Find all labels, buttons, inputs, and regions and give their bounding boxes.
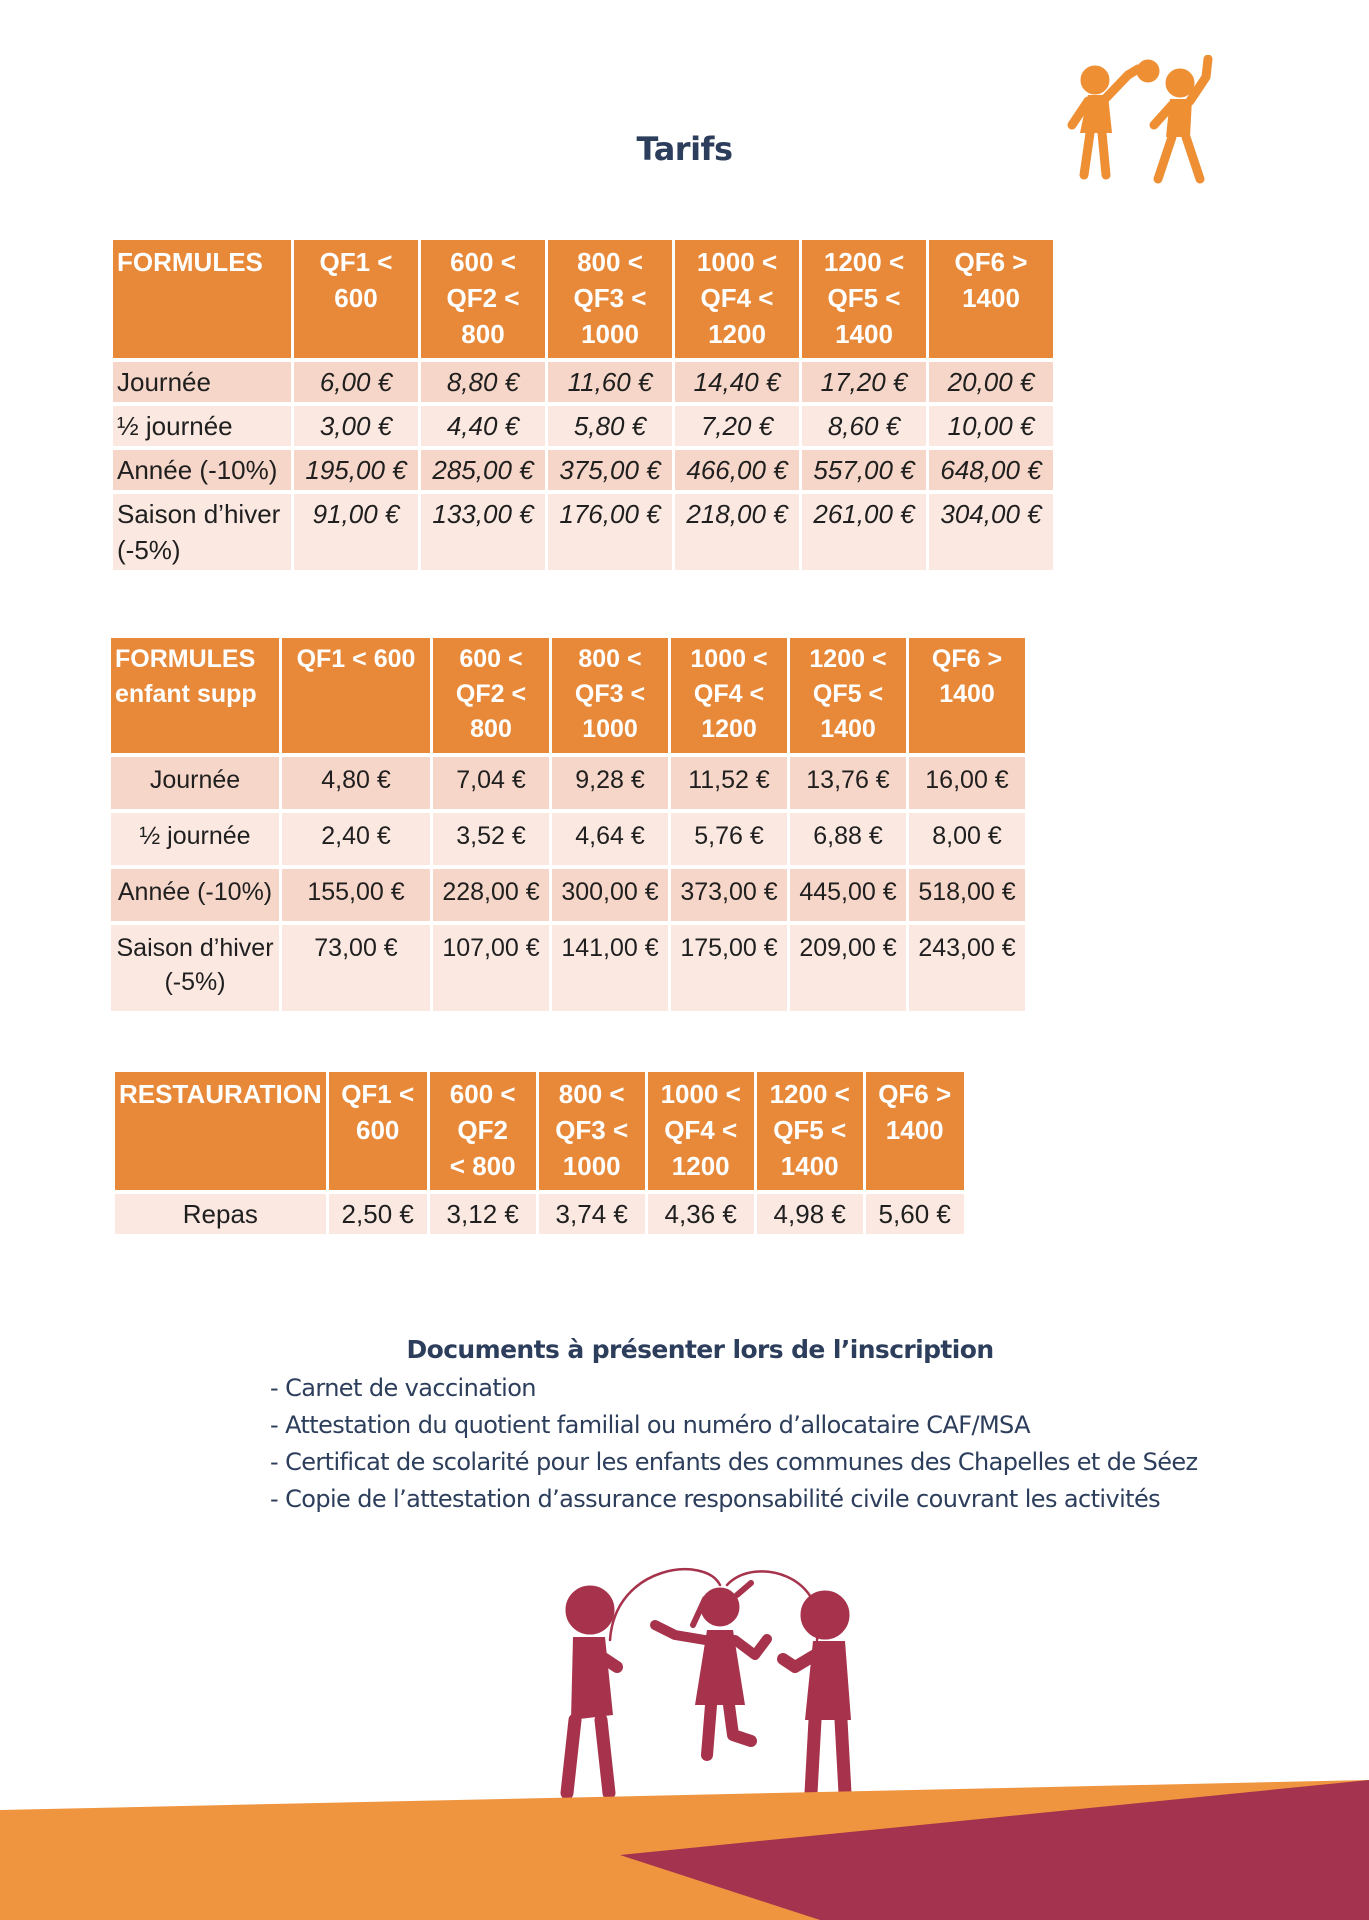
- price-cell: 2,40 €: [282, 813, 430, 865]
- price-cell: 17,20 €: [802, 362, 926, 402]
- price-cell: 5,80 €: [548, 406, 672, 446]
- row-label: Journée: [111, 757, 279, 809]
- tarifs-enfant-supp-table: [108, 634, 1028, 1015]
- price-cell: 5,76 €: [671, 813, 787, 865]
- row-label: Saison d’hiver (-5%): [111, 925, 279, 1011]
- price-cell: 261,00 €: [802, 494, 926, 570]
- page-title: Tarifs: [636, 130, 733, 168]
- price-cell: 3,74 €: [539, 1194, 645, 1234]
- header-qf6: QF6 > 1400: [909, 638, 1025, 753]
- price-cell: 7,04 €: [433, 757, 549, 809]
- price-cell: 4,64 €: [552, 813, 668, 865]
- header-qf2: 600 < QF2 < 800: [430, 1072, 536, 1190]
- documents-heading: Documents à présenter lors de l’inscription: [406, 1335, 994, 1364]
- price-cell: 155,00 €: [282, 869, 430, 921]
- table-header-row: [115, 1072, 964, 1190]
- table-header-row: [113, 240, 1053, 358]
- row-label: Année (-10%): [113, 450, 291, 490]
- tarifs-formules-table: [110, 236, 1056, 574]
- row-label: Année (-10%): [111, 869, 279, 921]
- table-row: [113, 494, 1053, 570]
- row-label: Saison d’hiver (-5%): [113, 494, 291, 570]
- table-row: [111, 925, 1025, 1011]
- price-cell: 6,88 €: [790, 813, 906, 865]
- document-item: - Carnet de vaccination: [270, 1374, 536, 1402]
- price-cell: 3,00 €: [294, 406, 418, 446]
- price-cell: 133,00 €: [421, 494, 545, 570]
- price-cell: 445,00 €: [790, 869, 906, 921]
- header-qf6: QF6 > 1400: [929, 240, 1053, 358]
- header-qf6: QF6 > 1400: [866, 1072, 964, 1190]
- price-cell: 11,52 €: [671, 757, 787, 809]
- price-cell: 91,00 €: [294, 494, 418, 570]
- price-cell: 300,00 €: [552, 869, 668, 921]
- document-item: - Attestation du quotient familial ou numéro d’allocataire CAF/MSA: [270, 1411, 1030, 1439]
- price-cell: 4,98 €: [757, 1194, 863, 1234]
- price-cell: 3,52 €: [433, 813, 549, 865]
- price-cell: 466,00 €: [675, 450, 799, 490]
- price-cell: 141,00 €: [552, 925, 668, 1011]
- table-row: [111, 869, 1025, 921]
- price-cell: 4,40 €: [421, 406, 545, 446]
- document-item: - Copie de l’attestation d’assurance responsabilité civile couvrant les activités: [270, 1485, 1161, 1513]
- price-cell: 557,00 €: [802, 450, 926, 490]
- price-cell: 7,20 €: [675, 406, 799, 446]
- row-label: ½ journée: [113, 406, 291, 446]
- price-cell: 6,00 €: [294, 362, 418, 402]
- header-formules: FORMULES: [113, 240, 291, 358]
- price-cell: 518,00 €: [909, 869, 1025, 921]
- price-cell: 648,00 €: [929, 450, 1053, 490]
- header-qf1: QF1 < 600: [294, 240, 418, 358]
- header-qf4: 1000 < QF4 < 1200: [671, 638, 787, 753]
- price-cell: 3,12 €: [430, 1194, 536, 1234]
- price-cell: 13,76 €: [790, 757, 906, 809]
- price-cell: 209,00 €: [790, 925, 906, 1011]
- row-label: ½ journée: [111, 813, 279, 865]
- table-row: [115, 1194, 964, 1234]
- tarifs-restauration-table: [112, 1068, 967, 1238]
- document-item: - Certificat de scolarité pour les enfants des communes des Chapelles et de Séez: [270, 1448, 1198, 1476]
- price-cell: 8,00 €: [909, 813, 1025, 865]
- children-jump-rope-icon: [555, 1555, 875, 1805]
- header-qf2: 600 < QF2 < 800: [421, 240, 545, 358]
- header-qf3: 800 < QF3 < 1000: [552, 638, 668, 753]
- header-qf5: 1200 < QF5 < 1400: [790, 638, 906, 753]
- table-row: [113, 362, 1053, 402]
- price-cell: 176,00 €: [548, 494, 672, 570]
- price-cell: 373,00 €: [671, 869, 787, 921]
- row-label: Journée: [113, 362, 291, 402]
- header-qf1: QF1 < 600: [282, 638, 430, 753]
- children-playing-ball-icon: [1050, 55, 1220, 190]
- price-cell: 228,00 €: [433, 869, 549, 921]
- header-qf5: 1200 < QF5 < 1400: [802, 240, 926, 358]
- price-cell: 16,00 €: [909, 757, 1025, 809]
- price-cell: 195,00 €: [294, 450, 418, 490]
- price-cell: 107,00 €: [433, 925, 549, 1011]
- price-cell: 8,60 €: [802, 406, 926, 446]
- header-qf4: 1000 < QF4 < 1200: [675, 240, 799, 358]
- table-row: [111, 813, 1025, 865]
- footer-decoration: [0, 1780, 1369, 1920]
- header-qf1: QF1 < 600: [329, 1072, 427, 1190]
- header-qf3: 800 < QF3 < 1000: [539, 1072, 645, 1190]
- price-cell: 285,00 €: [421, 450, 545, 490]
- price-cell: 11,60 €: [548, 362, 672, 402]
- price-cell: 20,00 €: [929, 362, 1053, 402]
- price-cell: 218,00 €: [675, 494, 799, 570]
- price-cell: 10,00 €: [929, 406, 1053, 446]
- table-row: [113, 450, 1053, 490]
- price-cell: 243,00 €: [909, 925, 1025, 1011]
- row-label: Repas: [115, 1194, 326, 1234]
- header-restauration: RESTAURATION: [115, 1072, 326, 1190]
- price-cell: 73,00 €: [282, 925, 430, 1011]
- price-cell: 375,00 €: [548, 450, 672, 490]
- table-row: [111, 757, 1025, 809]
- header-formules-enfant-supp: FORMULES enfant supp: [111, 638, 279, 753]
- header-qf2: 600 < QF2 < 800: [433, 638, 549, 753]
- price-cell: 5,60 €: [866, 1194, 964, 1234]
- price-cell: 9,28 €: [552, 757, 668, 809]
- price-cell: 2,50 €: [329, 1194, 427, 1234]
- price-cell: 14,40 €: [675, 362, 799, 402]
- documents-section: [270, 1335, 1198, 1518]
- table-row: [113, 406, 1053, 446]
- price-cell: 4,80 €: [282, 757, 430, 809]
- header-qf5: 1200 < QF5 < 1400: [757, 1072, 863, 1190]
- table-header-row: [111, 638, 1025, 753]
- price-cell: 4,36 €: [648, 1194, 754, 1234]
- price-cell: 175,00 €: [671, 925, 787, 1011]
- header-qf3: 800 < QF3 < 1000: [548, 240, 672, 358]
- price-cell: 8,80 €: [421, 362, 545, 402]
- price-cell: 304,00 €: [929, 494, 1053, 570]
- header-qf4: 1000 < QF4 < 1200: [648, 1072, 754, 1190]
